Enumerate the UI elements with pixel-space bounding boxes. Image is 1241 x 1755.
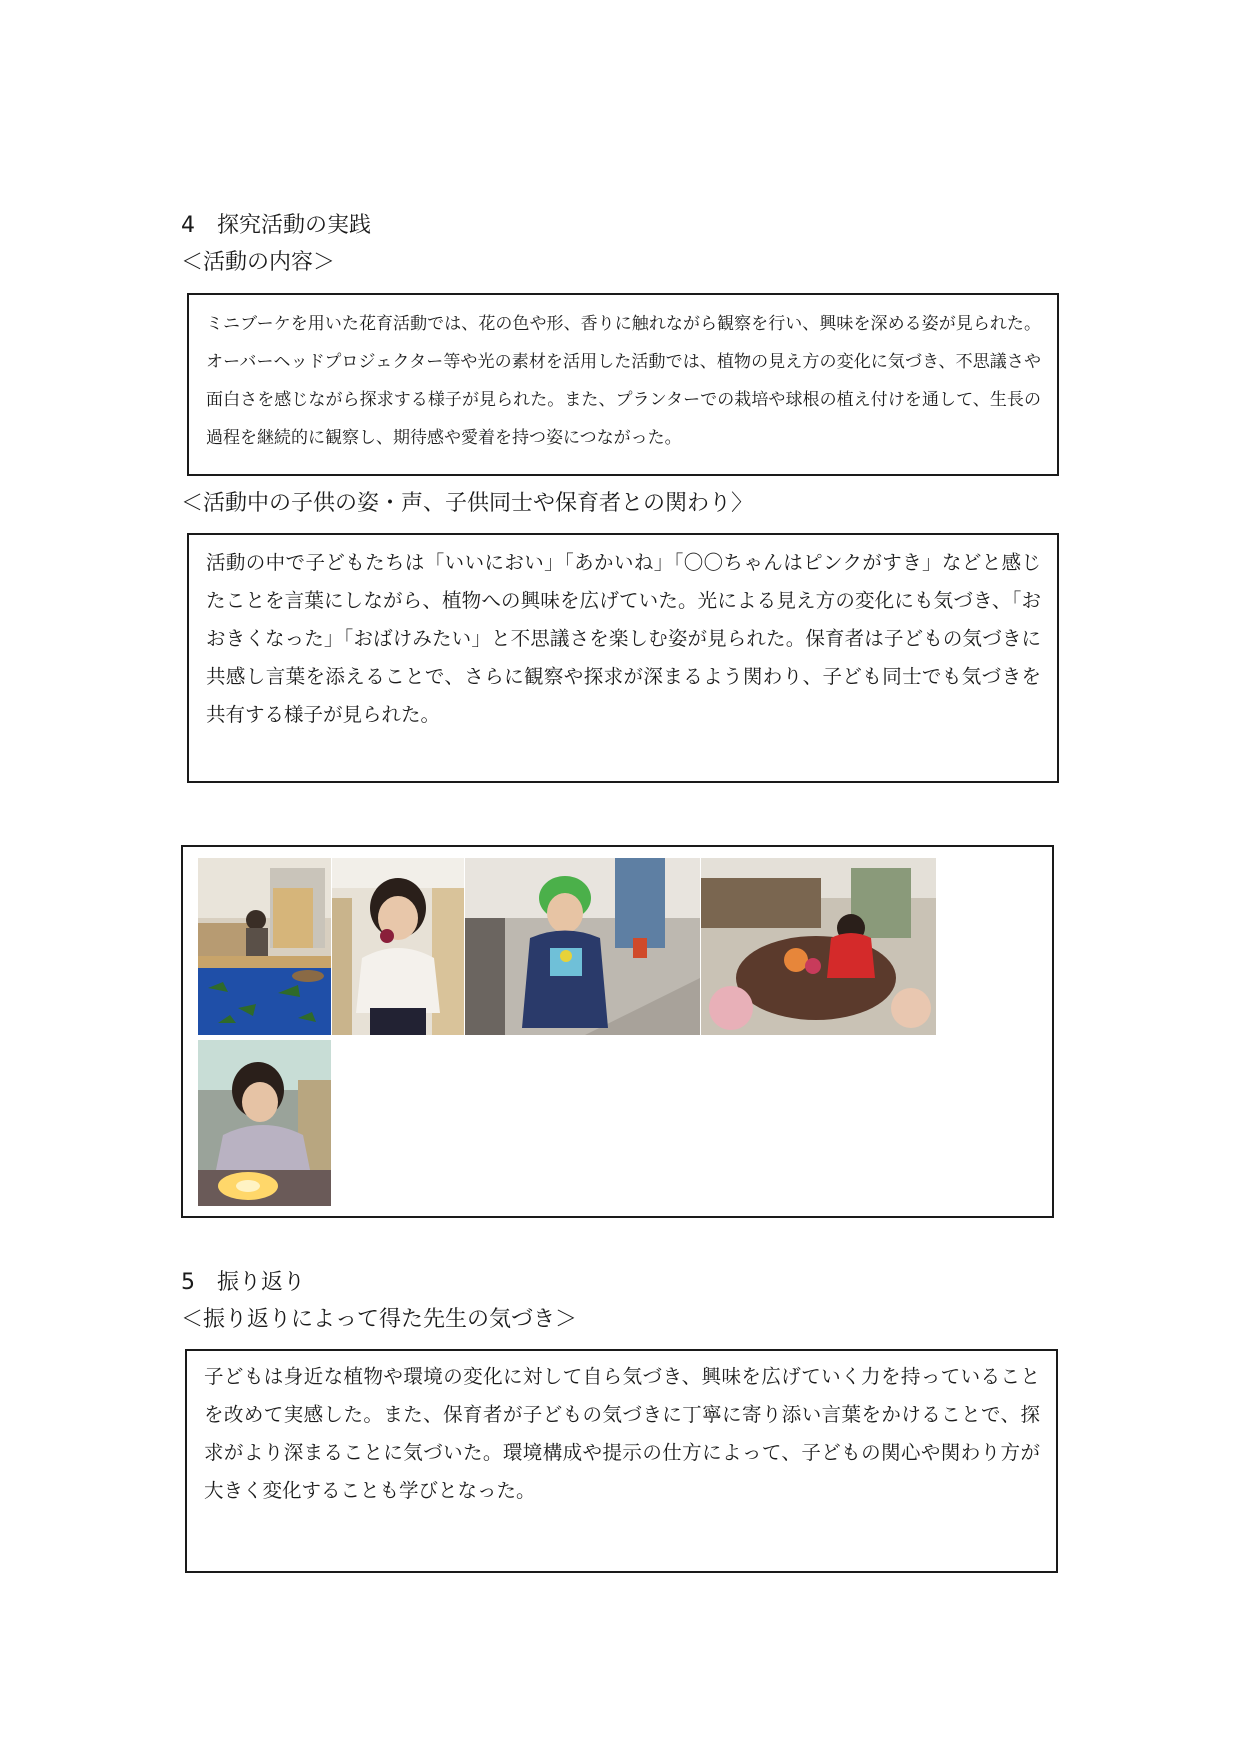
children-interaction-text: 活動の中で子どもたちは「いいにおい」「あかいね」「〇〇ちゃんはピンクがすき」などと感じたことを言葉にしながら、植物への興味を広げていた。光による見え方の変化にも気づき、「おおきくなった」「おばけみたい」と不思議さを楽しむ姿が見られた。保育者は子どもの気づきに共感し言葉を添えることで、さらに観察や探求が深まるよう関わり、子ども同士でも気づきを共有する様子が見られた。 [206,551,1041,726]
section-5-title: 5 振り返り [181,1270,305,1295]
photo-leaves-on-sheet [198,858,331,1035]
reflection-box [185,1349,1058,1573]
reflection-text: 子どもは身近な植物や環境の変化に対して自ら気づき、興味を広げていく力を持っていることを改めて実感した。また、保育者が子どもの気づきに丁寧に寄り添い言葉をかけることで、探求がより深まることに気づいた。環境構成や提示の仕方によって、子どもの関心や関わり方が大きく変化することも学びとなった。 [204,1365,1040,1502]
photo-flower-arranging-table [701,858,936,1035]
photo-child-green-hat [465,858,700,1035]
section-4-title: 4 探究活動の実践 [181,213,371,238]
photo-child-with-flower [332,858,464,1035]
children-interaction-box [187,533,1059,783]
photo-child-with-light [198,1040,331,1206]
activity-content-box [187,293,1059,476]
reflection-heading: ＜振り返りによって得た先生の気づき＞ [181,1307,578,1332]
activity-content-text: ミニブーケを用いた花育活動では、花の色や形、香りに触れながら観察を行い、興味を深める姿が見られた。オーバーヘッドプロジェクター等や光の素材を活用した活動では、植物の見え方の変化に気づき、不思議さや面白さを感じながら探求する様子が見られた。また、プランターでの栽培や球根の植え付けを通して、生長の過程を継続的に観察し、期待感や愛着を持つ姿につながった。 [206,314,1041,448]
children-interaction-heading: ＜活動中の子供の姿・声、子供同士や保育者との関わり〉 [181,491,754,516]
activity-content-heading: ＜活動の内容＞ [181,250,336,275]
